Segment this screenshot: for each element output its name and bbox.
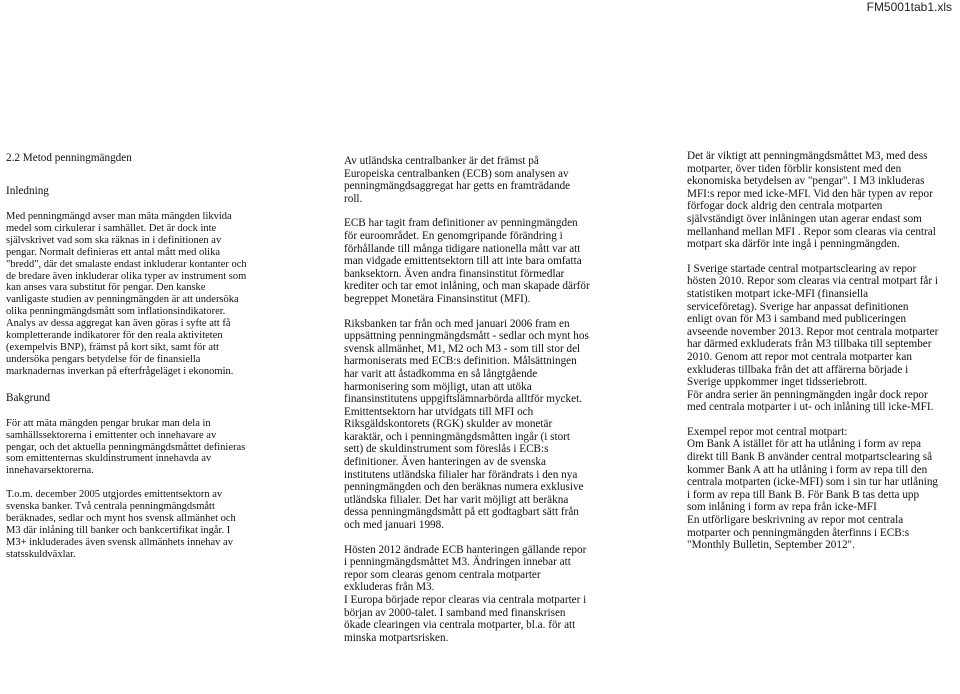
paragraph-sverige-clearing: I Sverige startade central motpartsclearing av repor hösten 2010. Repor som clearas via central motpart får i statistiken motpart icke-MFI (finansiella serviceföretag). Sverige har anpassat definitionen enligt ovan för M3 i samband med publiceringen avseende november 2013. Repor mot centrala motparter har därmed exkluderats från M3 tillbaka till september 2010. Genom att repor mot centrala motparter kan exkluderas tillbaka från det att affärerna började i Sverige uppkommer inget tidsseriebrott. För andra serier än penningmängden ingår dock repor med centrala motparter i ut- och inlåning till icke-MFI. <box>687 262 939 414</box>
file-name-header: FM5001tab1.xls <box>866 0 952 14</box>
column-middle <box>344 155 624 644</box>
paragraph-emittentsektor: T.o.m. december 2005 utgjordes emittentsektorn av svenska banker. Två centrala penningmängdsmått beräknades, sedlar och mynt hos svensk allmänhet och M3 där inlåning till banker och bankcertifikat ingår. I M3+ inkluderades även svensk allmänhets innehav av statsskuldväxlar. <box>6 489 236 560</box>
paragraph-utlandska-centralbanker: Av utländska centralbanker är det främst på Europeiska centralbanken (ECB) som analysen av penningmängdsaggregat har getts en framträdande roll. <box>344 155 571 205</box>
paragraph-inledning: Med penningmängd avser man mäta mängden likvida medel som cirkulerar i samhället. Det är dock inte självskrivet vad som ska räknas in i definitionen av pengar. Normalt definieras ett antal mått med olika "bredd", där det smalaste endast inkluderar kontanter och de bredare även inkluderar olika typer av instrument som kan anses vara substitut för pengar. Den kanske vanligaste studien av penningmängden är att undersöka olika penningmängdsmått som inflationsindikatorer. Analys av dessa aggregat kan även göras i syfte att få kompletterande indikatorer för den reala aktiviteten (exempelvis BNP), främst på kort sikt, samt för att undersöka pengars betydelse för de finansiella marknadernas inverkan på efterfrågeläget i ekonomin. <box>6 211 247 377</box>
paragraph-bakgrund: För att mäta mängden pengar brukar man dela in samhällssektorerna i emittenter och innehavare av pengar, och det aktuella penningmängdsmåttet definieras som emittenternas skuldinstrument innehavda av innehavarsektorerna. <box>6 417 246 477</box>
paragraph-m3-konsistens: Det är viktigt att penningmängdsmåttet M3, med dess motparter, över tiden förblir konsistent med den ekonomiska betydelsen av "pengar". I M3 inkluderas MFI:s repor med icke-MFI. Vid den här typen av repor förfogar dock aldrig den centrala motparten självständigt över inlåningen utan agerar endast som mellanhand mellan MFI . Repor som clearas via central motpart ska därför inte ingå i penningmängden. <box>687 150 936 251</box>
subheading-inledning: Inledning <box>6 185 49 197</box>
section-heading: 2.2 Metod penningmängden <box>6 152 132 164</box>
column-left <box>6 152 296 561</box>
subheading-bakgrund: Bakgrund <box>6 391 51 404</box>
column-right <box>687 150 959 552</box>
paragraph-ecb-definitioner: ECB har tagit fram definitioner av penningmängden för euroområdet. En genomgripande förändring i förhållande till många tidigare nationella mått var att man vidgade emittentsektorn till att inte bara omfatta banksektorn. Även andra finansinstitut förmedlar krediter och tar emot inlåning, och man skapade därför begreppet Monetära Finansinstitut (MFI). <box>344 217 590 305</box>
paragraph-hosten-2012: Hösten 2012 ändrade ECB hanteringen gällande repor i penningmängdsmåttet M3. Ändringen innebar att repor som clearas genom centrala motparter exkluderas från M3. I Europa började repor clearas via centrala motparter i början av 2000-talet. I samband med finanskrisen ökade clearingen via centrala motparter, bl.a. för att minska motpartsrisken. <box>344 543 587 644</box>
paragraph-exempel: Exempel repor mot central motpart: Om Bank A istället för att ha utlåning i form av repa direkt till Bank B använder central motpartsclearing så kommer Bank A att ha utlåning i form av repa till den centrala motparten (icke-MFI) som i sin tur har utlåning i form av repa till Bank B. För Bank B tas detta upp som inlåning i form av repa från icke-MFI En utförligare beskrivning av repor mot centrala motparter och penningmängden återfinns i ECB:s "Monthly Bulletin, September 2012". <box>687 425 939 552</box>
paragraph-riksbanken: Riksbanken tar från och med januari 2006 fram en uppsättning penningmängdsmått - sedlar och mynt hos svensk allmänhet, M1, M2 och M3 - som till stor del harmoniserats med ECB:s definition. Målsättningen har varit att åstadkomma en så långtgående harmonisering som möjligt, utan att utöka finansinstitutens uppgiftslämnarbörda alltför mycket. Emittentsektorn har utvidgats till MFI och Riksgäldskontorets (RGK) skulder av monetär karaktär, och i penningmängdsmåtten ingår (i stort sett) de skuldinstrument som föreslås i ECB:s definitioner. Även hanteringen av de svenska institutens utländska filialer har förändrats i den nya penningmängden och den beräknas numera exklusive utländska filialer. Det har varit möjligt att beräkna dessa penningmängdsmått på ett godtagbart sätt från och med januari 1998. <box>344 317 589 532</box>
